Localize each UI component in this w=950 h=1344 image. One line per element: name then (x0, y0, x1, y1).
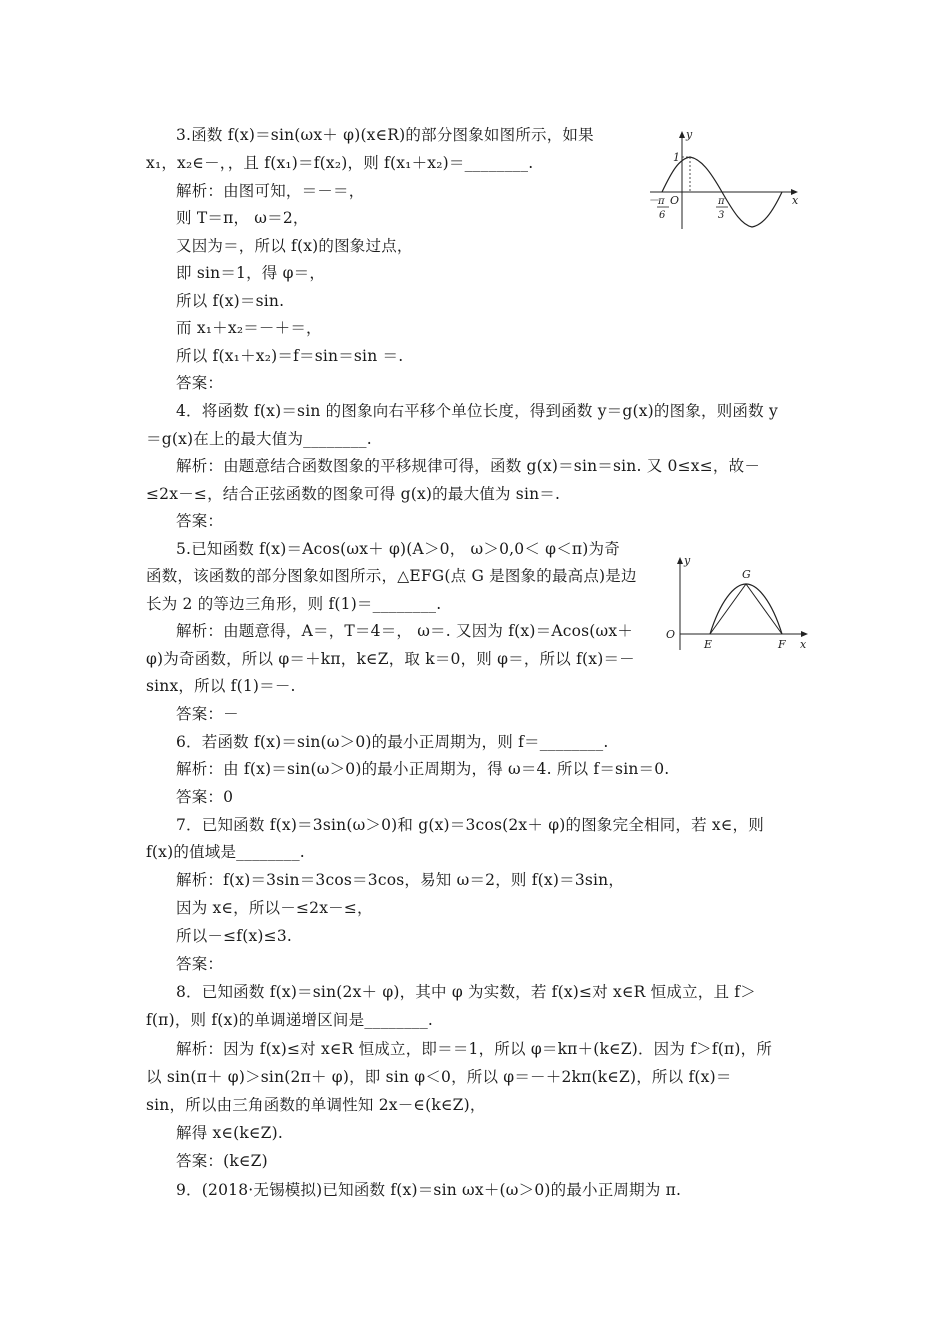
point-label-g: G (742, 568, 751, 581)
text-line: sin，所以由三角函数的单调性知 2x－∈(k∈Z)， (146, 1096, 486, 1114)
point-label-f: F (778, 638, 786, 651)
text-line: 6．若函数 f(x)＝sin(ω＞0)的最小正周期为，则 f＝________. (176, 733, 609, 751)
text-line: sinx，所以 f(1)＝－. (146, 677, 296, 695)
y-axis-label: y (686, 128, 693, 141)
text-line: 解析：由题意得，A＝，T＝4＝， ω＝. 又因为 f(x)＝Acos(ωx＋ (176, 622, 634, 640)
answer-line: 答案： (176, 512, 224, 530)
sine-graph-figure (646, 126, 816, 234)
tick-label: π (718, 196, 725, 207)
text-line: 又因为＝，所以 f(x)的图象过点， (176, 237, 413, 255)
text-line: 所以 f(x₁＋x₂)＝f＝sin＝sin ＝. (176, 347, 404, 365)
answer-line: 答案：－ (176, 705, 239, 723)
tick-label: － (648, 194, 659, 207)
text-line: 解析：由题意结合函数图象的平移规律可得，函数 g(x)＝sin＝sin. 又 0≤x≤，故－ (176, 457, 761, 475)
x-axis-arrow (801, 631, 808, 637)
text-line: 解析：因为 f(x)≤对 x∈R 恒成立，即＝＝1，所以 φ＝kπ＋(k∈Z)．因为 f＞f(π)，所 (176, 1040, 773, 1058)
x-axis-label: x (792, 194, 799, 207)
text-line: 7．已知函数 f(x)＝3sin(ω＞0)和 g(x)＝3cos(2x＋ φ)的图象完全相同，若 x∈，则 (176, 816, 764, 834)
text-line: f(π)，则 f(x)的单调递增区间是________. (146, 1011, 434, 1029)
triangle-efg (710, 584, 782, 634)
point-label-e: E (704, 638, 713, 651)
tick-label: 6 (659, 210, 666, 221)
tick-label: π (658, 196, 665, 207)
y-axis-label: y (684, 554, 691, 567)
text-line: 长为 2 的等边三角形，则 f(1)＝________. (146, 595, 442, 613)
text-line: 解得 x∈(k∈Z). (176, 1124, 283, 1142)
cosine-arc (710, 584, 782, 634)
answer-line: 答案：0 (176, 788, 234, 806)
text-line: f(x)的值域是________. (146, 843, 305, 861)
answer-line: 答案： (176, 374, 224, 392)
x-axis-label: x (800, 638, 807, 651)
text-line: 9．(2018·无锡模拟)已知函数 f(x)＝sin ωx＋(ω＞0)的最小正周期为 π. (176, 1181, 682, 1199)
y-axis-arrow (679, 131, 685, 138)
text-line: ≤2x－≤，结合正弦函数的图象可得 g(x)的最大值为 sin＝. (146, 485, 561, 503)
text-line: 函数，该函数的部分图象如图所示，△EFG(点 G 是图象的最高点)是边 (146, 567, 637, 585)
text-line: φ)为奇函数，所以 φ＝＋kπ，k∈Z，取 k＝0，则 φ＝，所以 f(x)＝－ (146, 650, 635, 668)
text-line: 所以－≤f(x)≤3. (176, 927, 293, 945)
tick-label: 3 (718, 210, 725, 221)
y-axis-arrow (677, 557, 683, 564)
text-line: 则 T＝π， ω＝2， (176, 209, 309, 227)
answer-line: 答案： (176, 955, 224, 973)
text-line: x₁，x₂∈－，，且 f(x₁)＝f(x₂)，则 f(x₁＋x₂)＝________. (146, 154, 534, 172)
text-line: 所以 f(x)＝sin. (176, 292, 285, 310)
text-line: 解析：由图可知，＝－＝， (176, 182, 365, 200)
origin-label: O (670, 194, 680, 207)
text-line: 即 sin＝1，得 φ＝， (176, 264, 326, 282)
text-line: 4．将函数 f(x)＝sin 的图象向右平移个单位长度，得到函数 y＝g(x)的图象，则函数 y (176, 402, 778, 420)
text-line: 5.已知函数 f(x)＝Acos(ωx＋ φ)(A＞0， ω＞0,0＜ φ＜π)为奇 (176, 540, 620, 558)
text-line: 解析：f(x)＝3sin＝3cos＝3cos，易知 ω＝2，则 f(x)＝3sin， (176, 871, 625, 889)
text-line: ＝g(x)在上的最大值为________. (146, 430, 372, 448)
origin-label: O (666, 628, 676, 641)
text-line: 而 x₁＋x₂＝－＋＝， (176, 319, 322, 337)
answer-line: 答案：(k∈Z) (176, 1152, 268, 1170)
text-line: 3.函数 f(x)＝sin(ωx＋ φ)(x∈R)的部分图象如图所示，如果 (176, 126, 594, 144)
triangle-graph-figure (660, 552, 820, 652)
tick-label: 1 (673, 151, 680, 164)
text-line: 以 sin(π＋ φ)＞sin(2π＋ φ)，即 sin φ＜0，所以 φ＝－＋2kπ(k∈Z)，所以 f(x)＝ (146, 1068, 732, 1086)
text-line: 8．已知函数 f(x)＝sin(2x＋ φ)，其中 φ 为实数，若 f(x)≤对 x∈R 恒成立，且 f＞ (176, 983, 756, 1001)
text-line: 因为 x∈，所以－≤2x－≤， (176, 899, 373, 917)
text-line: 解析：由 f(x)＝sin(ω＞0)的最小正周期为，得 ω＝4. 所以 f＝sin＝0. (176, 760, 670, 778)
